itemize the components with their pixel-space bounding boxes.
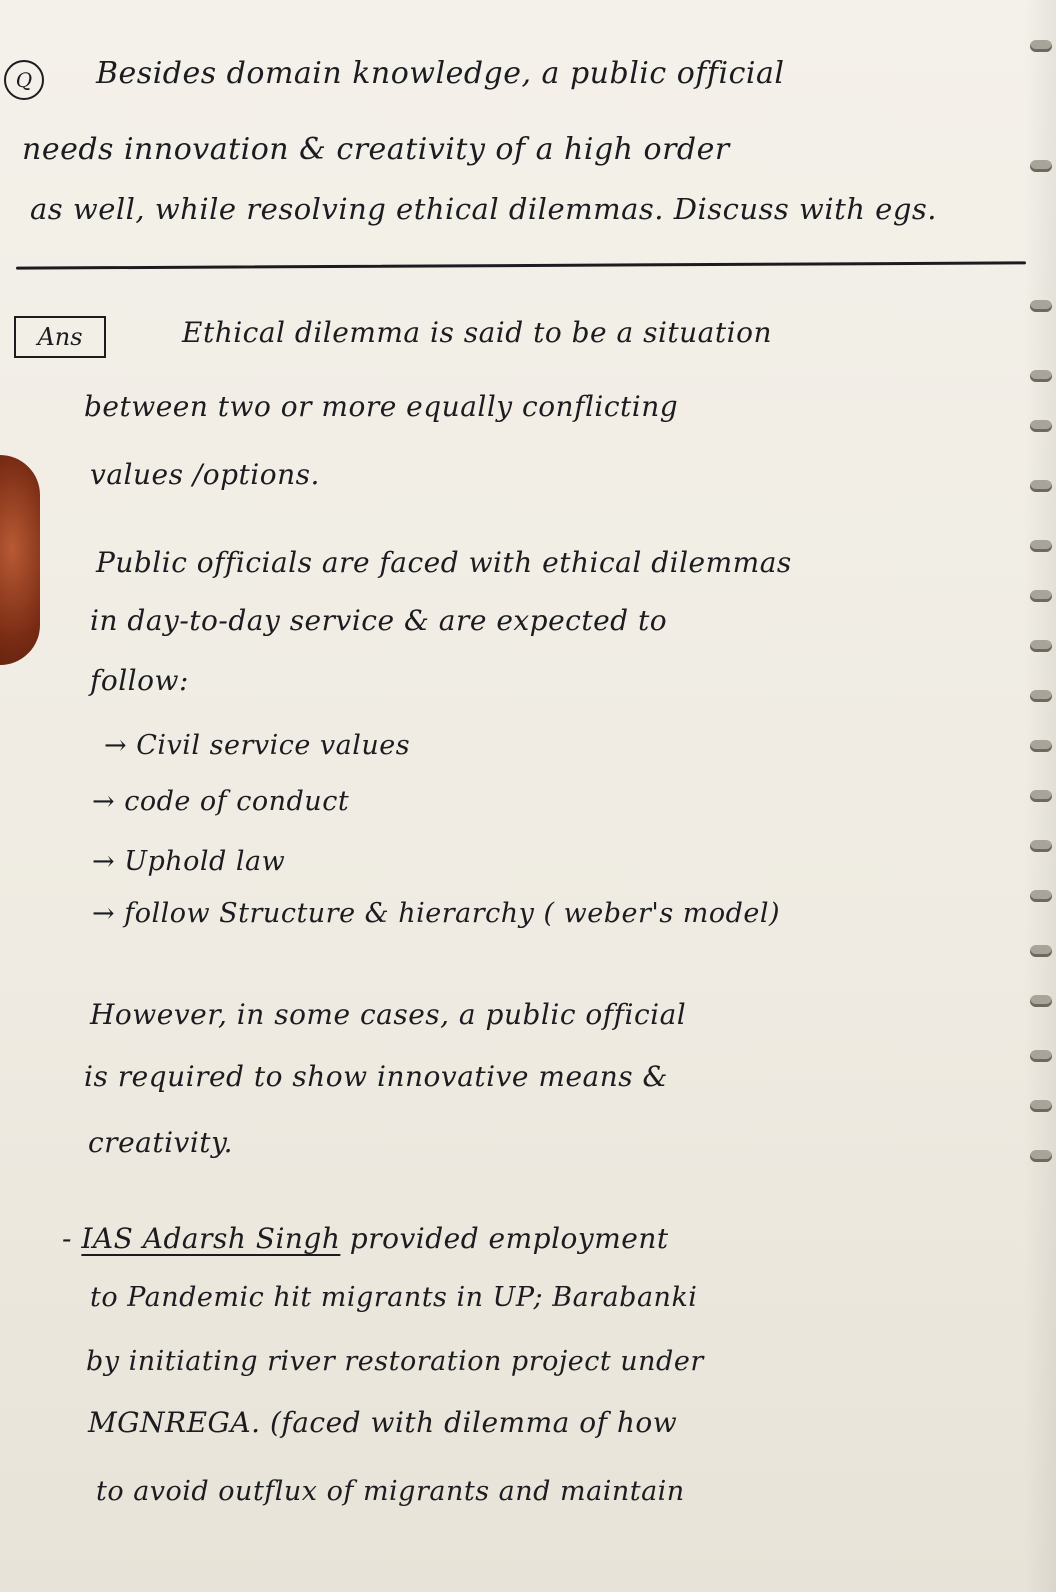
binding-ring (1030, 420, 1052, 432)
example-line: to Pandemic hit migrants in UP; Barabanki (90, 1282, 698, 1313)
answer-text-line: However, in some cases, a public official (90, 998, 687, 1031)
binding-ring (1030, 1150, 1052, 1162)
answer-text-line: in day-to-day service & are expected to (90, 604, 668, 637)
binding-ring (1030, 1050, 1052, 1062)
bullet-item: → follow Structure & hierarchy ( weber's model) (92, 898, 781, 929)
binding-ring (1030, 690, 1052, 702)
question-line: needs innovation & creativity of a high order (22, 132, 730, 167)
example-first-line (62, 1222, 669, 1255)
example-line-rest: provided employment (340, 1222, 669, 1255)
binding-ring (1030, 945, 1052, 957)
binding-ring (1030, 40, 1052, 52)
binding-ring (1030, 790, 1052, 802)
answer-text-line: Ethical dilemma is said to be a situation (182, 316, 772, 349)
binding-ring (1030, 370, 1052, 382)
binding-ring (1030, 300, 1052, 312)
answer-text-line: follow: (90, 664, 189, 697)
binding-ring (1030, 160, 1052, 172)
binding-ring (1030, 540, 1052, 552)
binding-ring (1030, 590, 1052, 602)
example-person-name: IAS Adarsh Singh (81, 1222, 341, 1255)
example-line: MGNREGA. (faced with dilemma of how (88, 1406, 678, 1439)
example-line: to avoid outflux of migrants and maintain (96, 1476, 685, 1507)
answer-text-line: is required to show innovative means & (84, 1060, 668, 1093)
question-line: Besides domain knowledge, a public official (96, 56, 785, 91)
binding-ring (1030, 890, 1052, 902)
question-number: Q (4, 60, 44, 100)
bullet-item: → code of conduct (92, 786, 350, 817)
answer-text-line: values /options. (90, 458, 320, 491)
question-line: as well, while resolving ethical dilemmas. Discuss with egs. (30, 192, 938, 226)
answer-text-line: Public officials are faced with ethical dilemmas (96, 546, 792, 579)
question-underline (16, 261, 1026, 269)
binding-ring (1030, 995, 1052, 1007)
binding-ring (1030, 480, 1052, 492)
thumb-photo-edge (0, 455, 40, 665)
binding-ring (1030, 1100, 1052, 1112)
binding-ring (1030, 640, 1052, 652)
answer-label: Ans (14, 316, 106, 358)
bullet-item: → Uphold law (92, 846, 286, 877)
bullet-item: → Civil service values (104, 730, 411, 761)
example-dash: - (62, 1222, 72, 1255)
answer-text-line: between two or more equally conflicting (84, 390, 679, 423)
example-line: by initiating river restoration project under (86, 1346, 704, 1377)
spiral-binding (1024, 0, 1056, 1592)
answer-text-line: creativity. (88, 1126, 234, 1159)
binding-ring (1030, 840, 1052, 852)
binding-ring (1030, 740, 1052, 752)
